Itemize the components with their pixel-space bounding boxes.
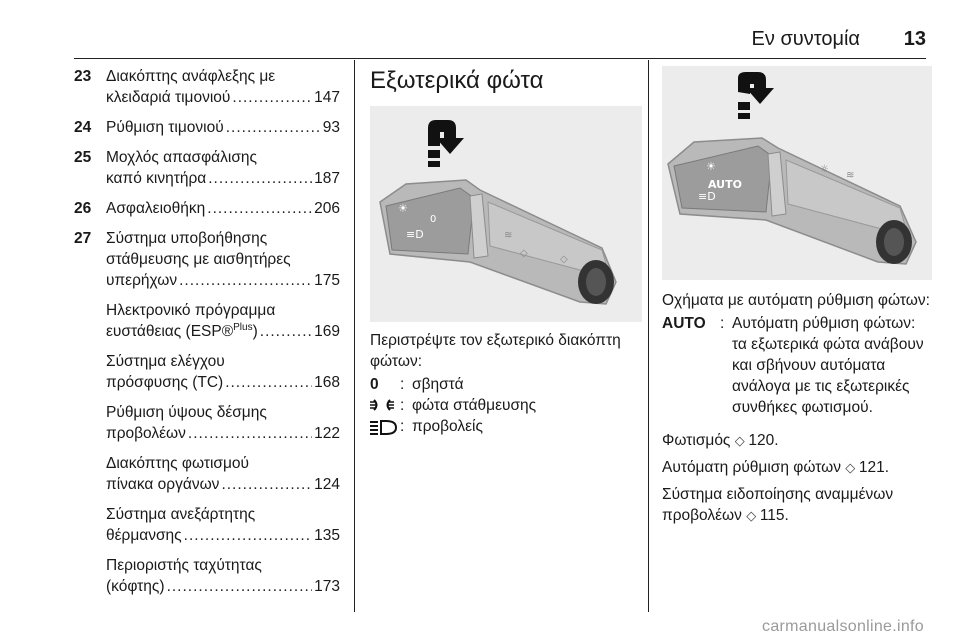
svg-text:☀: ☀	[706, 160, 716, 173]
reference-text: Φωτισμός	[662, 432, 735, 449]
reference-page: 115.	[759, 507, 789, 524]
header-title: Εν συντομία	[751, 28, 860, 50]
light-position-label: προβολείς	[412, 418, 483, 435]
toc-entry[interactable]	[74, 198, 340, 219]
toc-entry-text: στάθμευσης με αισθητήρες	[106, 251, 291, 268]
toc-entry[interactable]	[74, 351, 340, 393]
toc-entry-number: 27	[74, 230, 92, 247]
light-position-row	[370, 416, 642, 437]
toc-entry-number: 25	[74, 149, 92, 166]
header-rule	[74, 58, 926, 59]
page-reference-icon: ◇	[746, 508, 760, 523]
svg-text:☀: ☀	[398, 202, 408, 215]
definition-colon: :	[400, 376, 405, 393]
toc-page-number: 206	[314, 200, 340, 217]
definition-colon: :	[400, 397, 405, 414]
toc-entry-text: Μοχλός απασφάλισης	[106, 149, 257, 166]
light-position-label: σβηστά	[412, 376, 464, 393]
toc-entry-text: καπό κινητήρα	[106, 170, 207, 187]
toc-entry[interactable]	[74, 117, 340, 138]
reference-page: 120.	[748, 432, 779, 449]
toc-page-number: 93	[322, 119, 340, 136]
middle-intro: Περιστρέψτε τον εξωτερικό διακόπτη φώτων:	[370, 332, 621, 370]
toc-page-number: 147	[314, 89, 340, 106]
page-header	[0, 0, 960, 60]
reference-text: Σύστημα ειδοποίησης αναμμένων προβολέων	[662, 486, 894, 524]
toc-leader-dots	[208, 168, 312, 189]
reference-page: 121.	[858, 459, 890, 476]
toc-page-number: 169	[314, 323, 340, 340]
figure-auto-label: AUTO	[708, 178, 742, 191]
svg-text:0: 0	[430, 214, 437, 225]
toc-page-number: 135	[314, 527, 340, 544]
toc-entry-number: 23	[74, 68, 92, 85]
toc-leader-dots	[232, 87, 312, 108]
page-reference-icon: ◇	[734, 433, 749, 448]
column-divider-left	[354, 60, 355, 612]
parking-lights-icon	[370, 395, 400, 412]
auto-key: AUTO	[662, 315, 706, 332]
toc-leader-dots	[179, 270, 312, 291]
column-divider-right	[648, 60, 649, 612]
toc-entry-text: Ασφαλειοθήκη	[106, 200, 206, 217]
page-reference-icon: ◇	[845, 460, 859, 475]
watermark: carmanualsonline.info	[762, 618, 924, 635]
toc-leader-dots	[167, 576, 313, 597]
toc-entry-text: ευστάθειας (ESP®$^{Plus}$)	[106, 321, 258, 340]
toc-entry[interactable]	[74, 300, 340, 342]
toc-leader-dots	[207, 198, 312, 219]
toc-page-number: 187	[314, 170, 340, 187]
toc-page-number: 168	[314, 374, 340, 391]
toc-entry-text: κλειδαριά τιμονιού	[106, 89, 231, 106]
toc-leader-dots	[225, 372, 312, 393]
toc-entry-number: 26	[74, 200, 92, 217]
toc-entry[interactable]	[74, 402, 340, 444]
light-position-row	[370, 395, 642, 416]
toc-entry[interactable]	[74, 453, 340, 495]
toc-entry[interactable]	[74, 555, 340, 597]
toc-entry-text: Περιοριστής ταχύτητας	[106, 557, 262, 574]
toc-entry-text: Ρύθμιση ύψους δέσμης	[106, 404, 267, 421]
toc-list	[74, 66, 340, 606]
toc-entry[interactable]	[74, 147, 340, 189]
toc-entry[interactable]	[74, 504, 340, 546]
reference-link[interactable]	[662, 430, 932, 451]
toc-leader-dots	[260, 321, 312, 342]
toc-entry-text: προβολέων	[106, 425, 186, 442]
section-title: Εξωτερικά φώτα	[370, 67, 544, 94]
toc-entry-text: Σύστημα υποβοήθησης	[106, 230, 268, 247]
svg-text:≋: ≋	[504, 230, 513, 241]
zero-symbol: 0	[370, 376, 379, 393]
right-intro: Οχήματα με αυτόματη ρύθμιση φώτων:	[662, 292, 930, 309]
toc-entry-text: πίνακα οργάνων	[106, 476, 220, 493]
toc-entry-text: Διακόπτης φωτισμού	[106, 455, 250, 472]
svg-text:◇: ◇	[560, 254, 568, 265]
reference-text: Αυτόματη ρύθμιση φώτων	[662, 459, 846, 476]
svg-text:≡D: ≡D	[406, 228, 424, 241]
toc-leader-dots	[226, 117, 321, 138]
toc-entry-text: (κόφτης)	[106, 578, 165, 595]
toc-entry-text: υπερήχων	[106, 272, 178, 289]
svg-text:≋: ≋	[846, 170, 855, 181]
toc-leader-dots	[184, 525, 312, 546]
reference-link[interactable]	[662, 457, 932, 478]
toc-entry-text: πρόσφυσης (TC)	[106, 374, 224, 391]
svg-text:☼: ☼	[820, 164, 829, 175]
light-switch-illustration	[370, 106, 642, 322]
headlights-icon	[370, 416, 400, 435]
reference-link[interactable]	[662, 484, 932, 526]
auto-lights-section	[662, 66, 932, 532]
reference-list	[662, 430, 932, 526]
toc-entry-text: Διακόπτης ανάφλεξης με	[106, 68, 276, 85]
definition-colon: :	[400, 418, 405, 435]
svg-text:≡D: ≡D	[698, 190, 716, 203]
auto-value: Αυτόματη ρύθμιση φώτων: τα εξωτερικά φώτα ανάβουν και σβήνουν αυτόματα ανάλογα με τις εξωτερικές συνθήκες φωτισμού.	[732, 315, 924, 416]
toc-page-number: 175	[314, 272, 340, 289]
toc-entry-number: 24	[74, 119, 92, 136]
auto-definition	[662, 313, 932, 418]
toc-leader-dots	[221, 474, 312, 495]
definition-colon: :	[720, 315, 725, 332]
exterior-lights-section	[370, 66, 642, 437]
toc-page-number: 122	[314, 425, 340, 442]
toc-entry-text: θέρμανσης	[106, 527, 182, 544]
toc-entry-text: Ρύθμιση τιμονιού	[106, 119, 224, 136]
toc-entry[interactable]	[74, 228, 340, 291]
light-position-label: φώτα στάθμευσης	[412, 397, 537, 414]
toc-page-number: 124	[314, 476, 340, 493]
light-position-row	[370, 374, 642, 395]
toc-entry[interactable]	[74, 66, 340, 108]
page-number: 13	[903, 28, 926, 50]
light-positions-list	[370, 374, 642, 437]
toc-entry-text: Ηλεκτρονικό πρόγραμμα	[106, 302, 276, 319]
svg-text:◇: ◇	[520, 248, 528, 259]
toc-entry-text: Σύστημα ανεξάρτητης	[106, 506, 256, 523]
toc-entry-text: Σύστημα ελέγχου	[106, 353, 225, 370]
auto-switch-illustration	[662, 66, 932, 280]
toc-leader-dots	[188, 423, 312, 444]
toc-page-number: 173	[314, 578, 340, 595]
